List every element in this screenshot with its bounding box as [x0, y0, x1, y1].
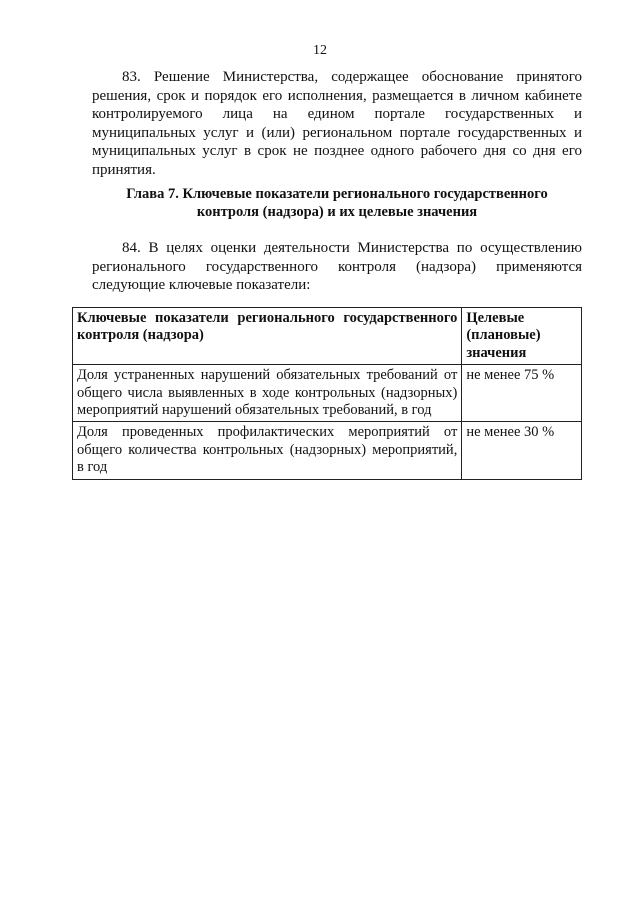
table-row [73, 365, 582, 422]
row-2-indicator: Доля проведенных профилактических мероприятий от общего количества контрольных (надзорных) мероприятий, в год [73, 422, 462, 479]
paragraph-83: 83. Решение Министерства, содержащее обоснование принятого решения, срок и порядок его исполнения, размещается в личном кабинете контролируемого лица на едином портале государственных и муниципальных услуг и (или) региональном портале государственных и муниципальных услуг в срок не позднее одного рабочего дня со дня его принятия. [92, 69, 582, 178]
row-1-target: не менее 75 % [462, 365, 582, 422]
kpi-table [72, 307, 582, 480]
table-header-row [73, 308, 582, 365]
row-1-indicator: Доля устраненных нарушений обязательных требований от общего числа выявленных в ходе контрольных (надзорных) мероприятий нарушений обязательных требований, в год [73, 365, 462, 422]
header-target: Целевые (плановые) значения [462, 308, 582, 365]
chapter-title [92, 185, 582, 221]
header-indicator: Ключевые показатели регионального государственного контроля (надзора) [73, 308, 462, 365]
chapter-title-line-1: Глава 7. Ключевые показатели регионального государственного [126, 186, 548, 202]
paragraph-84: 84. В целях оценки деятельности Министерства по осуществлению регионального государственного контроля (надзора) применяются следующие ключевые показатели: [92, 240, 582, 294]
chapter-title-line-2: контроля (надзора) и их целевые значения [196, 204, 478, 220]
row-2-target: не менее 30 % [462, 422, 582, 479]
table-row [73, 422, 582, 479]
page-number: 12 [313, 43, 327, 58]
